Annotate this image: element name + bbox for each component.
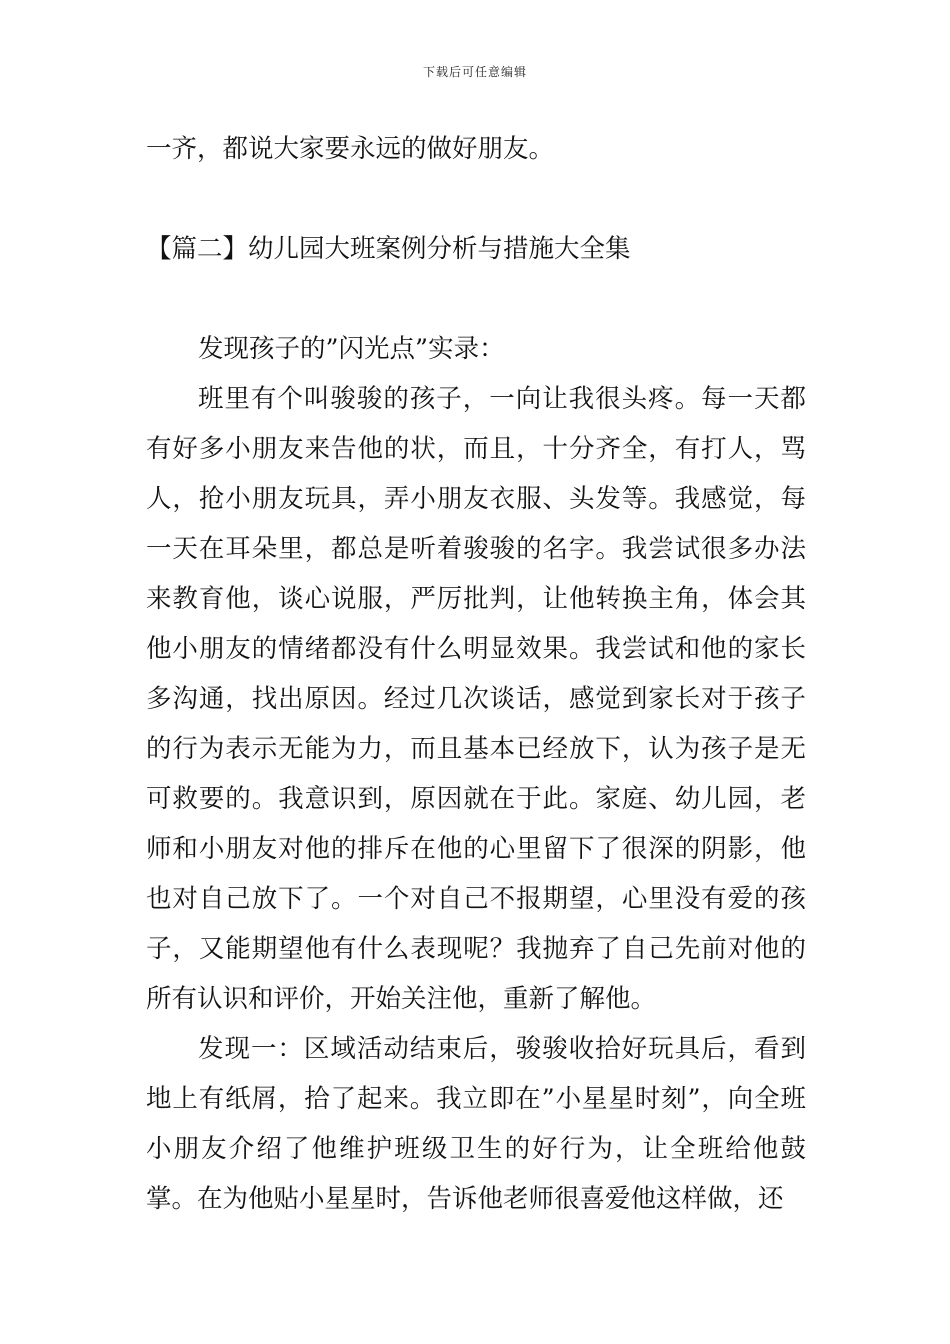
page-header: 下载后可任意编辑: [422, 65, 527, 79]
paragraph-subtitle: 发现孩子的”闪光点”实录：: [198, 334, 505, 364]
paragraph-body: 班里有个叫骏骏的孩子，一向让我很头疼。每一天都有好多小朋友来告他的状，而且，十分齐全，有打人，骂人，抢小朋友玩具，弄小朋友衣服、头发等。我感觉，每一天在耳朵里，都总是听着骏骏的名字。我尝试很多办法来教育他，谈心说服，严厉批判，让他转换主角，体会其他小朋友的情绪都没有什么明显效果。我尝试和他的家长多沟通，找出原因。经过几次谈话，感觉到家长对于孩子的行为表示无能为力，而且基本已经放下，认为孩子是无可救要的。我意识到，原因就在于此。家庭、幼儿园，老师和小朋友对他的排斥在他的心里留下了很深的阴影，他也对自己放下了。一个对自己不报期望，心里没有爱的孩子，又能期望他有什么表现呢？我抛弃了自己先前对他的所有认识和评价，开始关注他，重新了解他。: [146, 384, 806, 1014]
document-body: [146, 124, 806, 1224]
section-title: 【篇二】幼儿园大班案例分析与措施大全集: [146, 234, 631, 264]
paragraph-discovery-one: 发现一：区域活动结束后，骏骏收拾好玩具后，看到地上有纸屑，拾了起来。我立即在”小星星时刻”，向全班小朋友介绍了他维护班级卫生的好行为，让全班给他鼓掌。在为他贴小星星时，告诉他老师很喜爱他这样做，还: [146, 1034, 806, 1214]
paragraph-continuation: 一齐，都说大家要永远的做好朋友。: [146, 134, 555, 164]
